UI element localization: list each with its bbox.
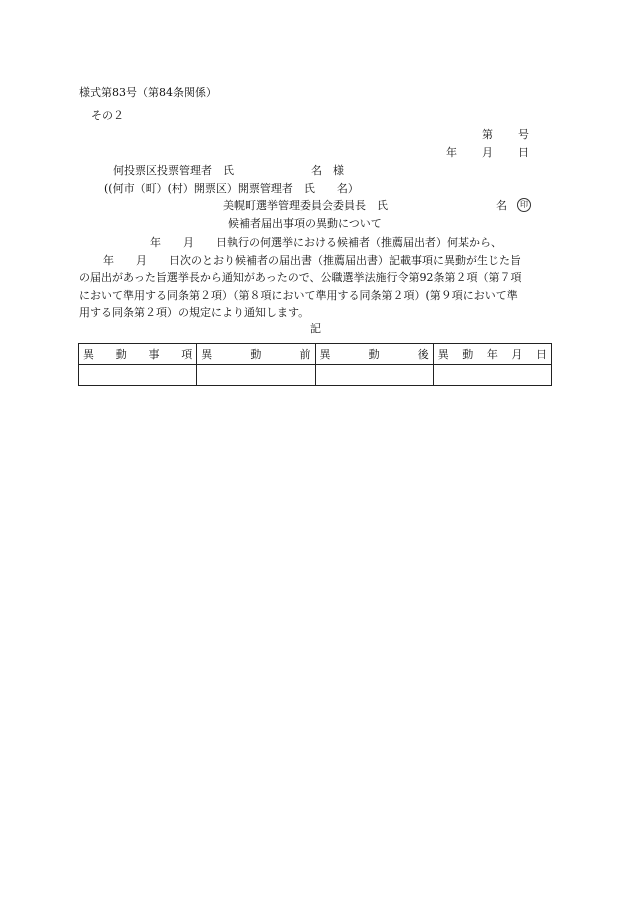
date-year: 年: [446, 146, 457, 159]
ki-heading: 記: [310, 322, 321, 335]
body-text: [79, 234, 553, 322]
body-line-4: において準用する同条第２項）（第８項において準用する同条第２項）(第９項において準: [79, 288, 518, 302]
addressee-line1: 何投票区投票管理者 氏 名 様: [113, 164, 344, 177]
cell-change-date: [433, 365, 551, 386]
form-number: 様式第83号（第84条関係）: [79, 86, 217, 99]
body-line-3: の届出があった旨選挙長から通知があったので、公職選挙法施行令第92条第２項（第７項: [79, 271, 522, 284]
body-line-1: 年 月 日執行の何選挙における候補者（推薦届出者）何某から、: [150, 236, 502, 249]
change-table: [78, 343, 552, 386]
sender-title: 美幌町選挙管理委員会委員長 氏: [223, 199, 388, 212]
table-header-row: [79, 344, 552, 365]
subject-title: 候補者届出事項の異動について: [228, 217, 382, 230]
seal-icon: 印: [517, 198, 531, 212]
table-row: [79, 365, 552, 386]
body-line-5: 用する同条第２項）の規定により通知します。: [79, 306, 310, 319]
date-day: 日: [518, 146, 529, 159]
body-line-2: 年 月 日次のとおり候補者の届出書（推薦届出書）記載事項に異動が生じた旨: [103, 253, 521, 267]
cell-change-item: [79, 365, 197, 386]
header-after-change: 異 動 後: [315, 344, 433, 365]
seal-mark: [517, 198, 531, 212]
sender-name: 名: [496, 199, 507, 212]
cell-after-change: [315, 365, 433, 386]
header-before-change: 異 動 前: [197, 344, 315, 365]
variant-label: その２: [91, 109, 124, 122]
header-change-date: 異 動 年 月 日: [433, 344, 551, 365]
addressee-line2: ((何市（町）(村）開票区）開票管理者 氏 名）: [104, 182, 359, 195]
doc-number-dai: 第: [482, 128, 493, 141]
header-change-item: 異 動 事 項: [79, 344, 197, 365]
doc-number-go: 号: [518, 128, 529, 141]
cell-before-change: [197, 365, 315, 386]
date-month: 月: [482, 146, 493, 159]
